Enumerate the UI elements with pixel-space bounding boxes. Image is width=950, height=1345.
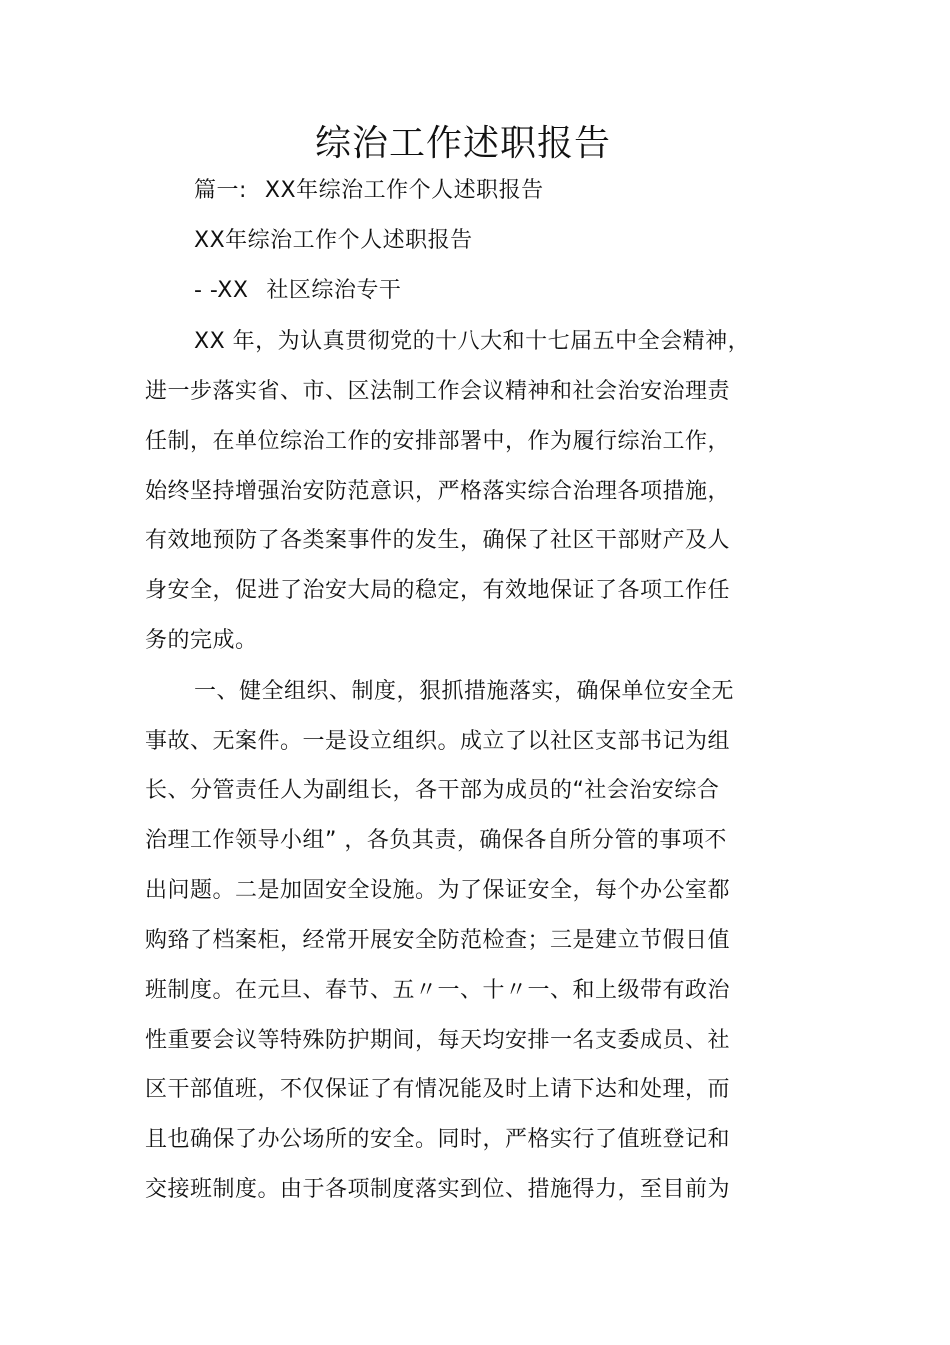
paragraph-line: 且也确保了办公场所的安全。同时，严格实行了值班登记和 xyxy=(145,1127,731,1152)
paragraph-line: 务的完成。 xyxy=(145,628,258,653)
paragraph-line: 一、健全组织、制度，狠抓措施落实，确保单位安全无 xyxy=(194,679,735,704)
paragraph-line: 任制，在单位综治工作的安排部署中，作为履行综治工作， xyxy=(145,429,731,454)
paragraph-line: 出问题。二是加固安全设施。为了保证安全，每个办公室都 xyxy=(145,878,731,903)
paragraph-line: 长、分管责任人为副组长，各干部为成员的“社会治安综合 xyxy=(145,778,720,803)
paragraph-line: 班制度。在元旦、春节、五〃一、十〃一、和上级带有政治 xyxy=(145,978,731,1003)
document-subtitle: XX年综治工作个人述职报告 xyxy=(194,228,473,253)
paragraph-line: 身安全，促进了治安大局的稳定，有效地保证了各项工作任 xyxy=(145,578,731,603)
paragraph-line: 购臵了档案柜，经常开展安全防范检查；三是建立节假日值 xyxy=(145,928,731,953)
paragraph-line: 进一步落实省、市、区法制工作会议精神和社会治安治理责 xyxy=(145,379,731,404)
paragraph-line: XX 年，为认真贯彻党的十八大和十七届五中全会精神， xyxy=(194,329,751,354)
paragraph-line: 始终坚持增强治安防范意识，严格落实综合治理各项措施， xyxy=(145,479,731,504)
chapter-title: XX年综治工作个人述职报告 xyxy=(264,178,544,203)
paragraph-line: 事故、无案件。一是设立组织。成立了以社区支部书记为组 xyxy=(145,729,731,754)
chapter-label: 篇一: xyxy=(194,178,247,203)
document-title: 综治工作述职报告 xyxy=(314,123,611,164)
paragraph-line: 有效地预防了各类案事件的发生，确保了社区干部财产及人 xyxy=(145,528,731,553)
author-line xyxy=(194,276,401,306)
paragraph-line: 交接班制度。由于各项制度落实到位、措施得力，至目前为 xyxy=(145,1177,731,1202)
author-role: 社区综治专干 xyxy=(266,278,402,303)
paragraph-line: 性重要会议等特殊防护期间，每天均安排一名支委成员、社 xyxy=(145,1028,731,1053)
author-prefix: - -XX xyxy=(194,278,249,303)
chapter-heading xyxy=(194,176,544,206)
paragraph-line: 区干部值班，不仅保证了有情况能及时上请下达和处理，而 xyxy=(145,1077,731,1102)
paragraph-line: 治理工作领导小组” ，各负其责，确保各自所分管的事项不 xyxy=(145,828,727,853)
